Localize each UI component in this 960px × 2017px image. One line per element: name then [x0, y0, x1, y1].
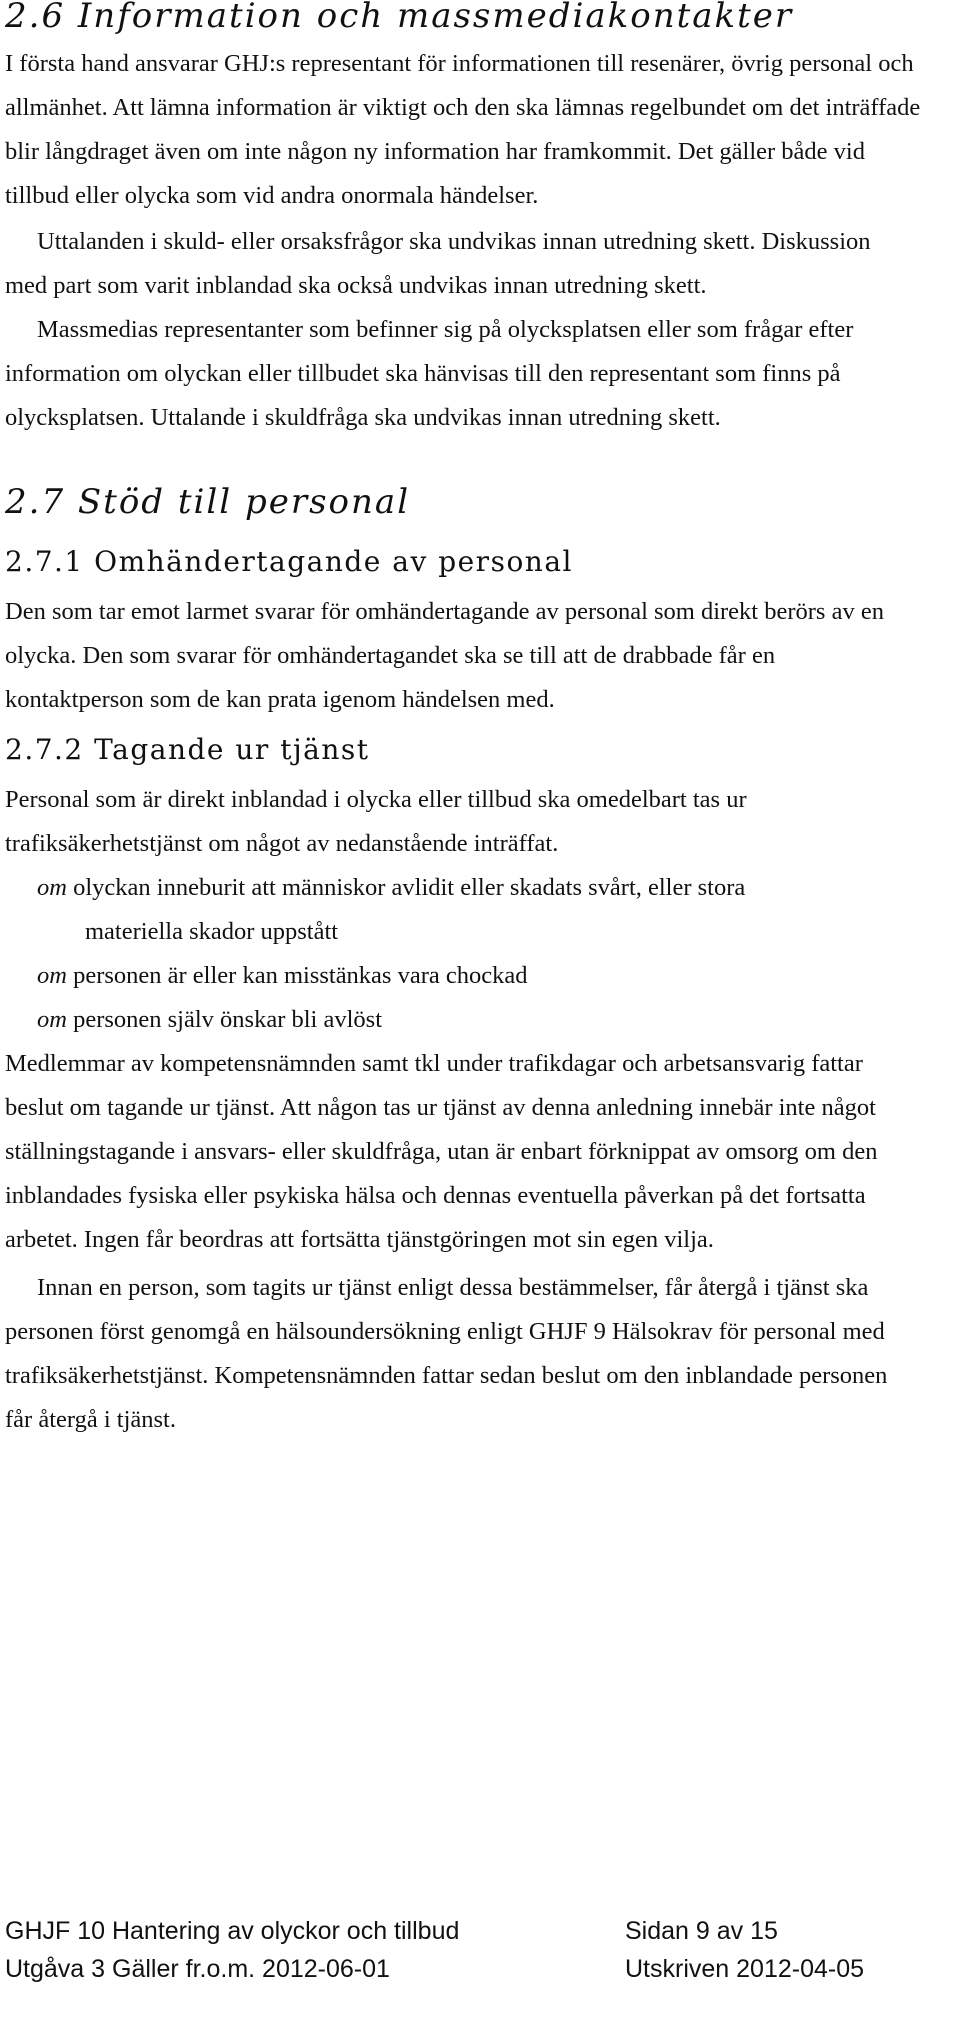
condition-item — [5, 866, 935, 954]
section-heading-2-6: 2.6 Information och massmediakontakter — [5, 0, 794, 36]
condition-keyword: om — [37, 874, 67, 901]
page-footer — [5, 1915, 935, 1991]
paragraph-2-6-3: Massmedias representanter som befinner sig på olycksplatsen eller som frågar efter information om olyckan eller tillbudet ska hänvisas till den representant som finns på olycksplatsen. Uttalande i skuldfråga ska undvikas innan utredning skett. — [5, 316, 854, 431]
condition-text-continued: materiella skador uppstått — [85, 918, 339, 945]
page-content — [5, 0, 935, 1442]
footer-document-title: GHJF 10 Hantering av olyckor och tillbud — [5, 1917, 460, 1945]
footer-row-bottom — [5, 1953, 935, 1991]
condition-keyword: om — [37, 1006, 67, 1033]
condition-item — [5, 998, 935, 1042]
condition-list — [5, 866, 935, 1042]
condition-text: personen är eller kan misstänkas vara chockad — [66, 962, 528, 989]
paragraph-2-7-1: Den som tar emot larmet svarar för omhändertagande av personal som direkt berörs av en olycka. Den som svarar för omhändertagandet ska se till att de drabbade får en kontaktperson som de kan prata igenom händelsen med. — [5, 598, 884, 713]
subsection-heading-2-7-1: 2.7.1 Omhändertagande av personal — [5, 545, 573, 578]
paragraph-2-7-2-return: Innan en person, som tagits ur tjänst enligt dessa bestämmelser, får återgå i tjänst ska personen först genomgå en hälsoundersökning enligt GHJF 9 Hälsokrav för personal med trafiksäkerhetstjänst. Kompetensnämnden fattar sedan beslut om den inblandade personen får återgå i tjänst. — [5, 1274, 888, 1433]
footer-edition: Utgåva 3 Gäller fr.o.m. 2012-06-01 — [5, 1955, 390, 1983]
paragraph-2-6-2: Uttalanden i skuld- eller orsaksfrågor ska undvikas innan utredning skett. Diskussion med part som varit inblandad ska också undvikas innan utredning skett. — [5, 228, 871, 299]
footer-page-number: Sidan 9 av 15 — [625, 1917, 778, 1945]
paragraph-2-7-2-intro: Personal som är direkt inblandad i olycka eller tillbud ska omedelbart tas ur trafiksäkerhetstjänst om något av nedanstående inträffat. — [5, 786, 747, 857]
condition-keyword: om — [37, 962, 67, 989]
condition-text: olyckan inneburit att människor avlidit eller skadats svårt, eller stora — [66, 874, 746, 901]
condition-text: personen själv önskar bli avlöst — [66, 1006, 382, 1033]
footer-printed-date: Utskriven 2012-04-05 — [625, 1955, 865, 1983]
section-heading-2-7: 2.7 Stöd till personal — [5, 482, 411, 522]
subsection-heading-2-7-2: 2.7.2 Tagande ur tjänst — [5, 733, 370, 766]
condition-item — [5, 954, 935, 998]
paragraph-2-7-2-decision: Medlemmar av kompetensnämnden samt tkl under trafikdagar och arbetsansvarig fattar beslut om tagande ur tjänst. Att någon tas ur tjänst av denna anledning innebär inte något ställningstagande i ansvars- eller skuldfråga, utan är enbart förknippat av omsorg om den inblandades fysiska eller psykiska hälsa och dennas eventuella påverkan på det fortsatta arbetet. Ingen får beordras att fortsätta tjänstgöringen mot sin egen vilja. — [5, 1050, 878, 1253]
footer-row-top — [5, 1915, 935, 1953]
paragraph-2-6-1: I första hand ansvarar GHJ:s representant för informationen till resenärer, övrig personal och allmänhet. Att lämna information är viktigt och den ska lämnas regelbundet om det inträffade blir långdraget även om inte någon ny information har framkommit. Det gäller både vid tillbud eller olycka som vid andra onormala händelser. — [5, 50, 921, 209]
